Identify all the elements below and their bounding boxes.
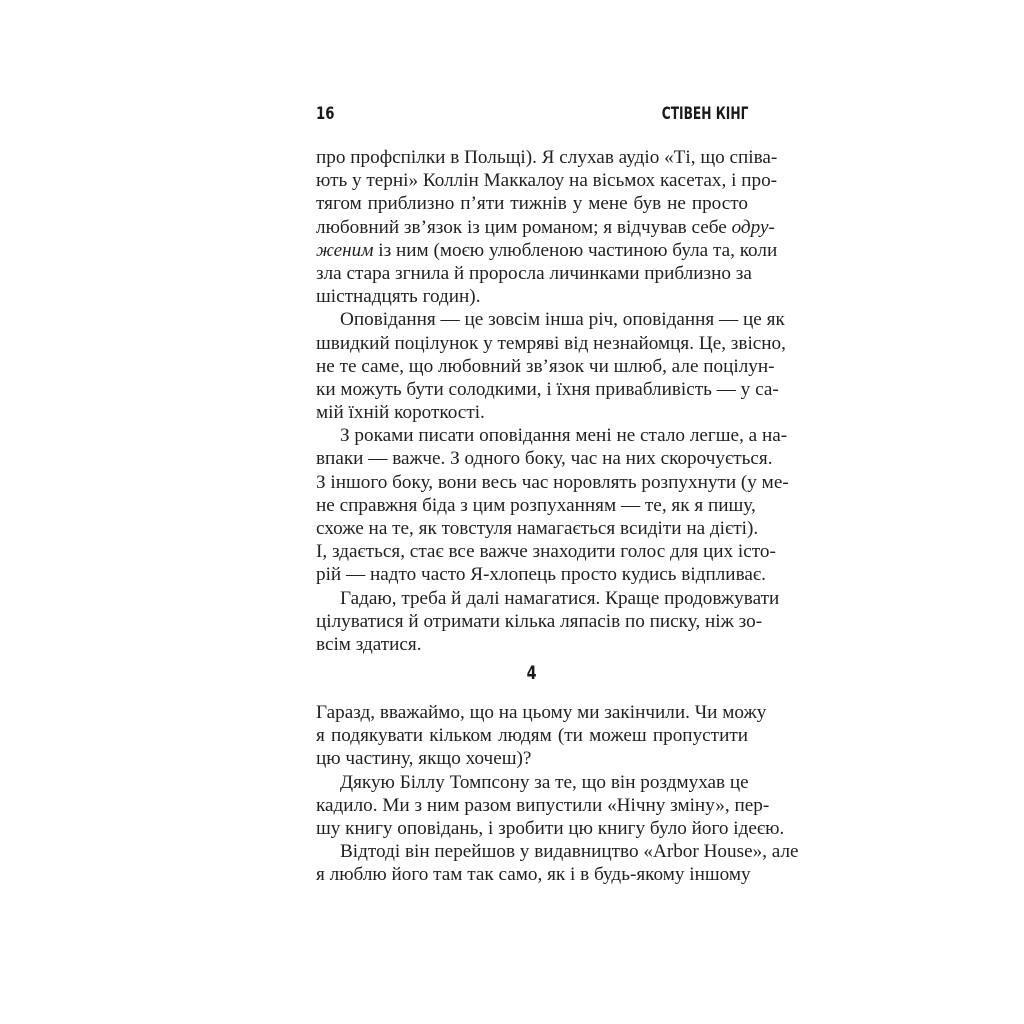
text-line: З іншого боку, вони весь час норовлять розпухнути (у ме- [316, 471, 789, 493]
text-line: зла стара згнила й проросла личинками приблизно за [316, 262, 752, 284]
text-line: схоже на те, як товстуля намагається всидіти на дієті). [316, 518, 759, 539]
text-line: ки можуть бути солодкими, і їхня привабливість — у са- [316, 378, 779, 400]
text-line: І, здається, стає все важче знаходити голос для цих істо- [316, 541, 776, 563]
text-line: шістнадцять годин). [316, 286, 481, 308]
italic-emphasis: женим [316, 239, 374, 261]
text-line: я люблю його там так само, як і в будь-якому іншому [316, 864, 751, 886]
text-line [316, 216, 775, 239]
body-text-section-4 [316, 701, 799, 887]
text-line: тягом приблизно п’яти тижнів у мене був не просто [316, 193, 748, 215]
section-heading [316, 662, 748, 684]
body-text-section-3 [316, 146, 789, 656]
text-line: швидкий поцілунок у темряві від незнайомця. Це, звісно, [316, 332, 786, 354]
section-number: 4 [527, 662, 537, 684]
text-line: не справжня біда з цим розпуханням — те, як я пишу, [316, 494, 756, 516]
text-segment: із ним (моєю улюбленою частиною була та, коли [373, 239, 778, 261]
text-line: Гаразд, вважаймо, що на цьому ми закінчили. Чи можу [316, 702, 767, 723]
text-line: ють у терні» Коллін Маккалоу на вісьмох касетах, і про- [316, 170, 778, 192]
paragraph-first-line: Гадаю, треба й далі намагатися. Краще продовжувати [340, 587, 780, 609]
running-head-author: СТІВЕН КІНГ [661, 104, 748, 124]
paragraph-first-line: З роками писати оповідання мені не стало легше, а на- [340, 425, 788, 447]
paragraph-first-line: Дякую Біллу Томпсону за те, що він роздмухав це [340, 771, 749, 793]
paragraph-first-line: Оповідання — це зовсім інша річ, оповідання — це як [340, 309, 785, 331]
text-line: мій їхній короткості. [316, 402, 485, 424]
italic-emphasis: одру- [731, 216, 775, 238]
text-line: про профспілки в Польщі). Я слухав аудіо «Ті, що співа- [316, 147, 778, 168]
text-line: не те саме, що любовний зв’язок чи шлюб, але поцілун- [316, 355, 775, 377]
text-line: кадило. Ми з ним разом випустили «Нічну зміну», пер- [316, 794, 770, 816]
text-line: цілуватися й отримати кілька ляпасів по писку, ніж зо- [316, 610, 763, 632]
paragraph-first-line: Відтоді він перейшов у видавництво «Arbor House», але [340, 841, 799, 863]
text-line: шу книгу оповідань, і зробити цю книгу було його ідеєю. [316, 817, 785, 839]
running-head [316, 104, 748, 128]
text-line: цю частину, якщо хочеш)? [316, 748, 532, 770]
text-line: рій — надто часто Я-хлопець просто кудись відпливає. [316, 564, 766, 586]
text-line: всім здатися. [316, 633, 422, 655]
text-line: впаки — важче. З одного боку, час на них скорочується. [316, 448, 773, 470]
page-number: 16 [316, 104, 335, 124]
text-line [316, 239, 778, 262]
text-line: я подякувати кільком людям (ти можеш пропустити [316, 725, 748, 747]
text-segment: любовний зв’язок із цим романом; я відчував себе [316, 216, 732, 238]
